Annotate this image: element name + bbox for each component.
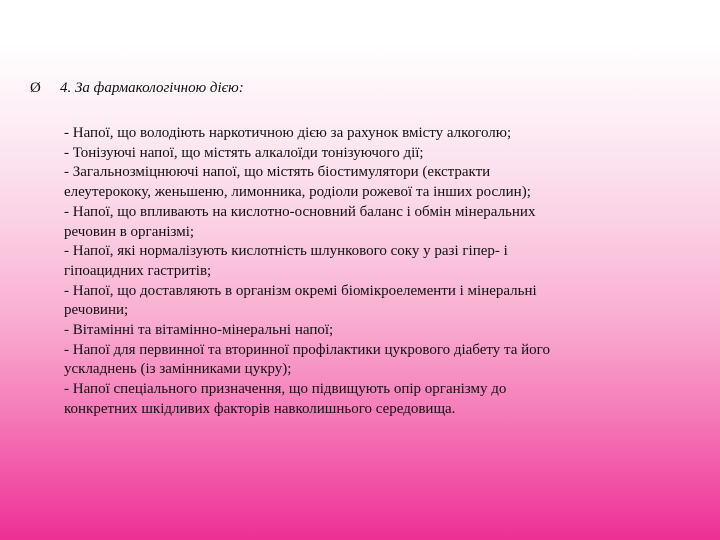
list-line: - Напої, що володіють наркотичною дією за рахунок вмісту алкоголю; <box>64 125 512 141</box>
beverage-classification-list <box>64 124 664 420</box>
list-line: - Напої для первинної та вторинної профілактики цукрового діабету та його <box>64 341 550 358</box>
list-line: - Загальнозміцнюючі напої, що містять біостимулятори (екстракти <box>64 164 491 181</box>
list-line: речовин в організмі; <box>64 223 195 240</box>
arrow-bullet-icon: Ø <box>30 80 41 96</box>
list-line: - Напої, що впливають на кислотно-основний баланс і обмін мінеральних <box>64 203 536 220</box>
list-line: речовини; <box>64 302 129 319</box>
list-line: гіпоацидних гастритів; <box>64 262 212 279</box>
list-line: елеутерококу, женьшеню, лимонника, родіоли рожевої та інших рослин); <box>64 184 531 201</box>
list-line: - Тонізуючі напої, що містять алкалоїди тонізуючого дії; <box>64 144 424 161</box>
heading-text: 4. За фармакологічною дією: <box>60 80 244 96</box>
section-heading <box>30 80 670 97</box>
list-line: конкретних шкідливих факторів навколишнього середовища. <box>64 400 456 417</box>
list-line: ускладнень (із замінниками цукру); <box>64 361 292 378</box>
list-line: - Напої, що доставляють в організм окремі біомікроелементи і мінеральні <box>64 282 537 299</box>
list-line: - Вітамінні та вітамінно-мінеральні напої; <box>64 322 334 339</box>
list-line: - Напої, які нормалізують кислотність шлункового соку у разі гіпер- і <box>64 243 508 260</box>
list-line: - Напої спеціального призначення, що підвищують опір організму до <box>64 381 507 398</box>
